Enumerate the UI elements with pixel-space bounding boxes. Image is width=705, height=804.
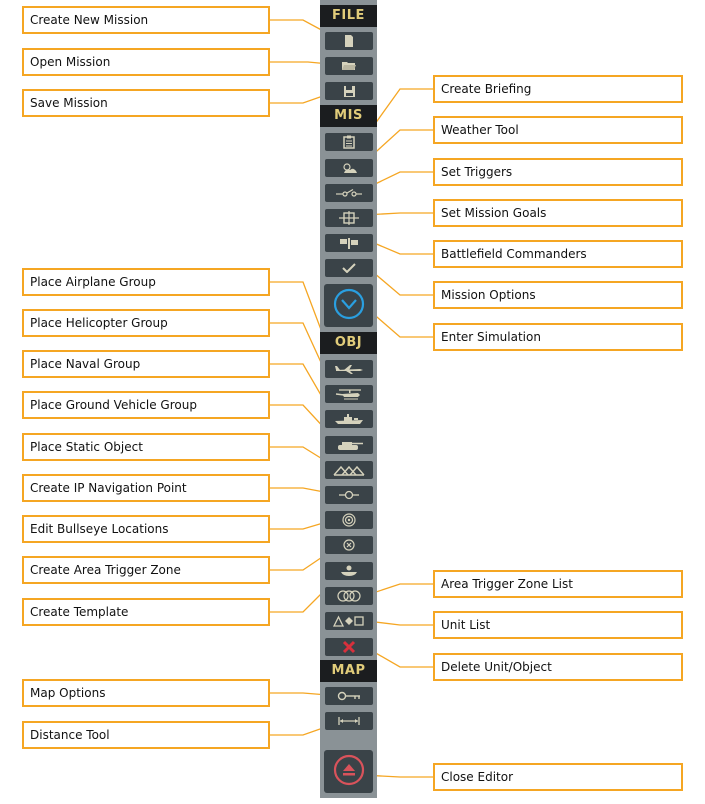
- new-file-icon: [342, 34, 356, 48]
- callout-area-trigger-zone-list: Area Trigger Zone List: [433, 570, 683, 598]
- callout-close-editor: Close Editor: [433, 763, 683, 791]
- bullseye-icon: [342, 513, 356, 527]
- target-box-icon: [337, 211, 361, 225]
- editor-toolbar: [320, 0, 377, 798]
- section-header-obj: OBJ: [320, 332, 377, 354]
- callout-place-ground-vehicle-group: Place Ground Vehicle Group: [22, 391, 270, 419]
- place-ground-vehicle-group-button[interactable]: [325, 436, 373, 454]
- static-object-icon: [333, 464, 365, 476]
- battlefield-commanders-button[interactable]: [325, 234, 373, 252]
- callout-create-briefing: Create Briefing: [433, 75, 683, 103]
- callout-create-area-trigger-zone: Create Area Trigger Zone: [22, 556, 270, 584]
- checkmark-icon: [342, 263, 356, 273]
- edit-bullseye-locations-button[interactable]: [325, 511, 373, 529]
- callout-distance-tool: Distance Tool: [22, 721, 270, 749]
- callout-delete-unit-object: Delete Unit/Object: [433, 653, 683, 681]
- create-briefing-button[interactable]: [325, 133, 373, 151]
- create-area-trigger-zone-button[interactable]: [325, 536, 373, 554]
- leader-line: [370, 311, 433, 337]
- eject-icon: [332, 753, 366, 791]
- weather-cloud-icon: [339, 162, 359, 174]
- close-editor-button[interactable]: [324, 750, 373, 793]
- commander-flag-icon: [338, 237, 360, 249]
- callout-mission-options: Mission Options: [433, 281, 683, 309]
- callout-create-template: Create Template: [22, 598, 270, 626]
- section-header-mis: MIS: [320, 105, 377, 127]
- callout-edit-bullseye-locations: Edit Bullseye Locations: [22, 515, 270, 543]
- map-options-button[interactable]: [325, 687, 373, 705]
- zone-list-icon: [335, 590, 363, 602]
- create-ip-navigation-point-button[interactable]: [325, 486, 373, 504]
- callout-create-ip-navigation-point: Create IP Navigation Point: [22, 474, 270, 502]
- section-header-file: FILE: [320, 5, 377, 27]
- callout-set-mission-goals: Set Mission Goals: [433, 199, 683, 227]
- trigger-switch-icon: [335, 188, 363, 198]
- callout-place-naval-group: Place Naval Group: [22, 350, 270, 378]
- helicopter-icon: [334, 388, 364, 400]
- tank-icon: [334, 439, 364, 451]
- callout-open-mission: Open Mission: [22, 48, 270, 76]
- unit-list-button[interactable]: [325, 612, 373, 630]
- place-naval-group-button[interactable]: [325, 410, 373, 428]
- callout-unit-list: Unit List: [433, 611, 683, 639]
- save-disk-icon: [343, 85, 356, 98]
- weather-tool-button[interactable]: [325, 159, 373, 177]
- enter-simulation-button[interactable]: [324, 284, 373, 327]
- callout-place-static-object: Place Static Object: [22, 433, 270, 461]
- ip-point-icon: [338, 490, 360, 500]
- callout-create-new-mission: Create New Mission: [22, 6, 270, 34]
- area-trigger-zone-list-button[interactable]: [325, 587, 373, 605]
- open-mission-button[interactable]: [325, 57, 373, 75]
- create-new-mission-button[interactable]: [325, 32, 373, 50]
- set-mission-goals-button[interactable]: [325, 209, 373, 227]
- callout-battlefield-commanders: Battlefield Commanders: [433, 240, 683, 268]
- save-mission-button[interactable]: [325, 82, 373, 100]
- distance-tool-button[interactable]: [325, 712, 373, 730]
- place-airplane-group-button[interactable]: [325, 360, 373, 378]
- delete-unit-object-button[interactable]: [325, 638, 373, 656]
- trigger-zone-icon: [343, 539, 355, 551]
- section-header-map: MAP: [320, 660, 377, 682]
- place-helicopter-group-button[interactable]: [325, 385, 373, 403]
- distance-ruler-icon: [337, 716, 361, 726]
- callout-set-triggers: Set Triggers: [433, 158, 683, 186]
- callout-save-mission: Save Mission: [22, 89, 270, 117]
- set-triggers-button[interactable]: [325, 184, 373, 202]
- callout-enter-simulation: Enter Simulation: [433, 323, 683, 351]
- clipboard-icon: [343, 135, 355, 149]
- open-folder-icon: [341, 60, 357, 72]
- key-icon: [336, 691, 362, 701]
- callout-place-helicopter-group: Place Helicopter Group: [22, 309, 270, 337]
- enter-simulation-chevron-icon: [332, 287, 366, 325]
- callout-place-airplane-group: Place Airplane Group: [22, 268, 270, 296]
- callout-map-options: Map Options: [22, 679, 270, 707]
- airplane-icon: [334, 363, 364, 375]
- ship-icon: [334, 413, 364, 425]
- unit-list-shapes-icon: [333, 615, 365, 627]
- template-icon: [340, 565, 358, 577]
- delete-x-icon: [342, 640, 356, 654]
- mission-options-button[interactable]: [325, 259, 373, 277]
- place-static-object-button[interactable]: [325, 461, 373, 479]
- callout-weather-tool: Weather Tool: [433, 116, 683, 144]
- create-template-button[interactable]: [325, 562, 373, 580]
